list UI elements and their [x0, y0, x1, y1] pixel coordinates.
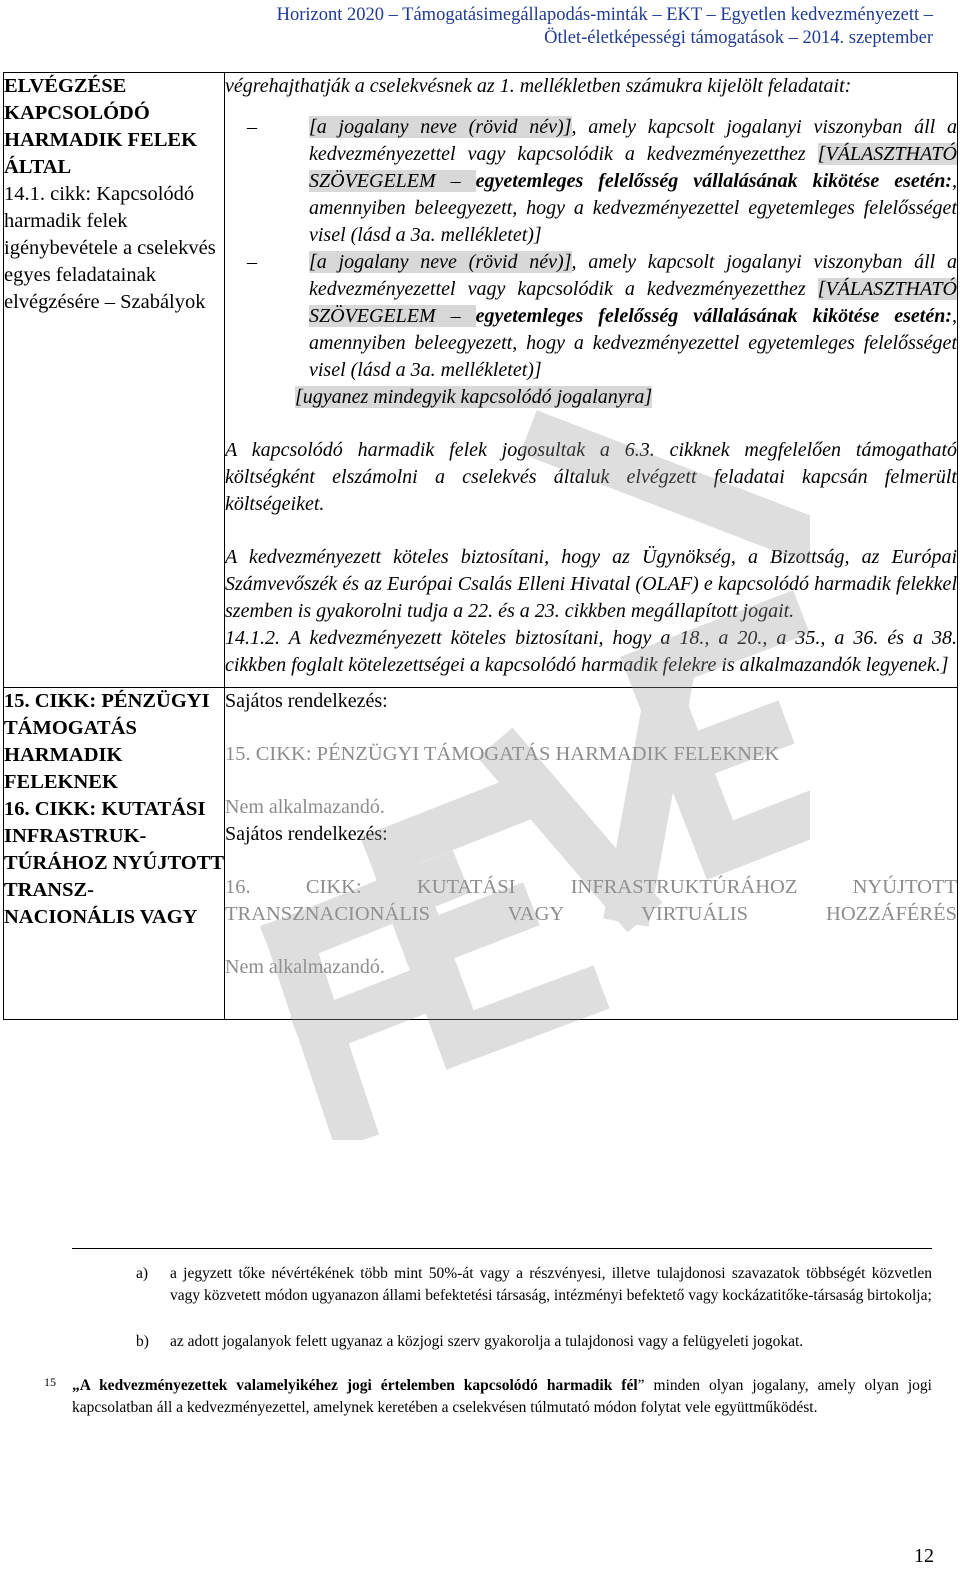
footnote-a-letter: a) [136, 1265, 149, 1282]
dash-marker: – [247, 251, 257, 273]
not-applicable-16: Nem alkalmazandó. [225, 956, 385, 978]
dash-marker: – [247, 116, 257, 138]
footnote-rule [72, 1248, 932, 1249]
article-table [3, 72, 958, 1020]
section-16-title: 16. CIKK: KUTATÁSI INFRASTRUKTÚRÁHOZ NYÚJTOTT TRANSZNACIONÁLIS VAGY VIRTUÁLIS HOZZÁFÉRÉS [225, 876, 957, 925]
left-subtitle: 14.1. cikk: Kapcsolódó harmadik felek igénybevétele a cselekvés egyes feladatainak elvégzésére – Szabályok [4, 183, 216, 313]
row-article-15-16 [4, 688, 958, 1020]
entity-name-placeholder: [a jogalany neve (rövid név)] [309, 251, 572, 273]
entity-relation: , amely kapcsolt jogalanyi viszonyban áll a kedvezményezettel vagy kapcsolódik a kedvezményezetthez [309, 251, 957, 300]
optional-text-bold: egyetemleges felelősség vállalásának kikötése esetén: [475, 305, 952, 327]
rights-paragraph: A kedvezményezett köteles biztosítani, hogy az Ügynökség, a Bizottság, az Európai Számvevőszék és az Európai Csalás Elleni Hivatal (OLAF) e kapcsolódó harmadik felekkel szemben is gyakorolni tudja a 22. és a 23. cikkben megállapított jogait. [225, 546, 957, 622]
optional-text-bold: egyetemleges felelősség vállalásának kikötése esetén: [475, 170, 952, 192]
right-cell-15-16 [225, 688, 958, 1020]
left-cell-14 [4, 73, 225, 688]
entity-relation: , amely kapcsolt jogalanyi viszonyban áll a kedvezményezettel vagy kapcsolódik a kedvezményezetthez [309, 116, 957, 165]
footnote-15-text: „A kedvezményezettek valamelyikéhez jogi értelemben kapcsolódó harmadik fél” minden olyan jogalany, amely olyan jogi kapcsolatban áll a kedvezményezettel, amelynek keretében a cselekvésen túlmutató módon folytat vele együttműködést. [72, 1377, 932, 1416]
footnote-15-mark: 15 [44, 1375, 56, 1389]
left-title: ELVÉGZÉSE KAPCSOLÓDÓ HARMADIK FELEK ÁLTAL [4, 75, 198, 178]
optional-text-bracket: [VÁLASZTHATÓ SZÖVEGELEM – [309, 278, 957, 327]
footnote-a-text: a jegyzett tőke névértékének több mint 50%-át vagy a részvényesi, illetve tulajdonosi szavazatok többségét közvetlen vagy közvetett módon ugyanazon állami befektetési társaság, intézményi befektető vagy kockázatitőke-társaság birtokolja; [170, 1265, 932, 1304]
same-for-all-note: [ugyanez mindegyik kapcsolódó jogalanyra] [295, 386, 653, 408]
special-provision-label: Sajátos rendelkezés: [225, 823, 388, 845]
row-article-14 [4, 73, 958, 688]
right-cell-14 [225, 73, 958, 688]
special-provision-label: Sajátos rendelkezés: [225, 690, 388, 712]
not-applicable-15: Nem alkalmazandó. [225, 796, 385, 818]
footnote-b-text: az adott jogalanyok felett ugyanaz a közjogi szerv gyakorolja a tulajdonosi vagy a felügyeleti jogokat. [170, 1333, 804, 1350]
running-header [277, 4, 933, 50]
related-entities-list [225, 114, 957, 384]
left-section-16: 16. CIKK: KUTATÁSI INFRASTRUK-TÚRÁHOZ NYÚJTOTT TRANSZ-NACIONÁLIS VAGY [4, 798, 224, 928]
optional-text-bracket: [VÁLASZTHATÓ SZÖVEGELEM – [309, 143, 957, 192]
intro-text: végrehajthatják a cselekvésnek az 1. mellékletben számukra kijelölt feladatait: [225, 75, 852, 97]
header-line-2: Ötlet-életképességi támogatások – 2014. szeptember [544, 28, 933, 48]
list-item [225, 114, 957, 249]
entity-name-placeholder: [a jogalany neve (rövid név)] [309, 116, 572, 138]
costs-paragraph: A kapcsolódó harmadik felek jogosultak a 6.3. cikknek megfelelően támogatható költségként elszámolni a cselekvés általuk elvégzett feladatai kapcsán felmerült költségeiket. [225, 439, 957, 515]
optional-text-tail: , amennyiben beleegyezett, hogy a kedvezményezettel egyetemleges felelősséget visel (lásd a 3a. mellékletet)] [309, 170, 957, 246]
article-14-1-2: 14.1.2. A kedvezményezett köteles biztosítani, hogy a 18., a 20., a 35., a 36. és a 38. cikkben foglalt kötelezettségei a kapcsolódó harmadik felekre is alkalmazandók legyenek.] [225, 627, 957, 676]
left-cell-15-16 [4, 688, 225, 1020]
optional-text-tail: , amennyiben beleegyezett, hogy a kedvezményezettel egyetemleges felelősséget visel (lásd a 3a. mellékletet)] [309, 305, 957, 381]
list-item [225, 249, 957, 384]
left-section-15: 15. CIKK: PÉNZÜGYI TÁMOGATÁS HARMADIK FELEKNEK [4, 690, 210, 793]
footnote-b-letter: b) [136, 1333, 149, 1350]
page-number: 12 [914, 1545, 934, 1567]
section-15-title: 15. CIKK: PÉNZÜGYI TÁMOGATÁS HARMADIK FELEKNEK [225, 743, 780, 765]
header-line-1: Horizont 2020 – Támogatásimegállapodás-minták – EKT – Egyetlen kedvezményezett – [276, 5, 933, 25]
